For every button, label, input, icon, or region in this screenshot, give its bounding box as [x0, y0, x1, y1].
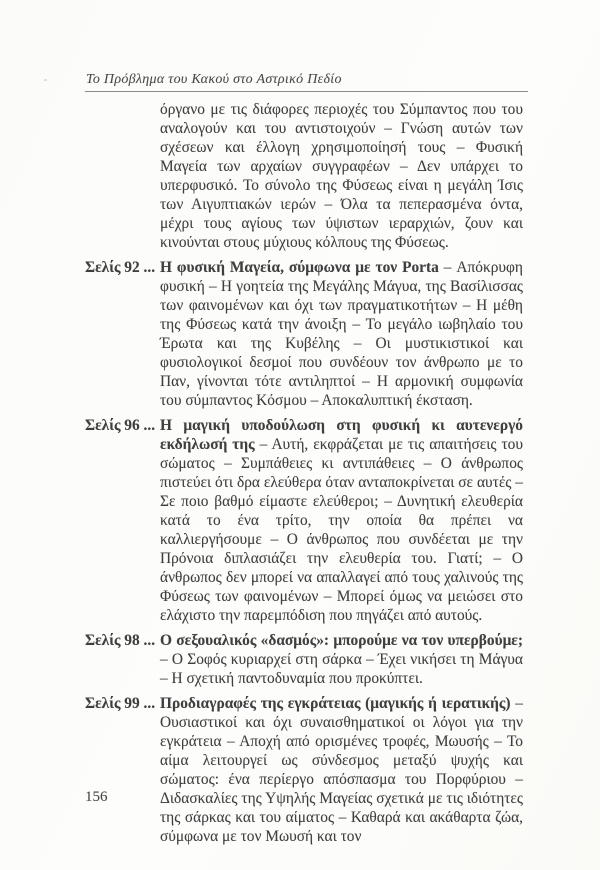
entry-body: – Ουσιαστικοί και όχι συναισθηματικοί οι λόγοι για την εγκράτεια – Αποχή από ορισμένες τροφές, Μωυσής – Το αίμα λειτουργεί ως σύνδεσμος μεταξύ ψυχής και σώματος: ένα περίεργο απόσπασμα του Πορφύριου – Διδασκαλίες της Υψηλής Μαγείας σχετικά με τις ιδιότητες της σάρκας και του αίματος – Καθαρά και ακάθαρτα ζώα, σύμφωνα με τον Μωυσή και τον: [160, 695, 523, 845]
entry-body: – Αυτή, εκφράζεται με τις απαιτήσεις του σώματος – Συμπάθειες κι αντιπάθειες – Ο άνθρωπος πιστεύει ότι δρα ελεύθερα όταν ανταποκρίνεται σε αυτές – Σε ποιο βαθμό είμαστε ελεύθεροι; – Δυνητική ελευθερία κατά το ένα τρίτο, την οποία θα πρέπει να καλλιεργήσουμε – Ο άνθρωπος που συνδέεται με την Πρόνοια διπλασιάζει την ελευθερία του. Γιατί; – Ο άνθρωπος δεν μπορεί να απαλλαγεί από τους χαλινούς της Φύσεως των φαινομένων – Μπορεί όμως να μειώσει στο ελάχιστο την παρεμπόδιση που πηγάζει από αυτούς.: [160, 436, 523, 624]
header-rule: [85, 91, 528, 92]
entry-page-label: Σελίς 99 ...: [85, 695, 156, 712]
toc-entry-page-99: [85, 694, 523, 846]
entry-title: Η μαγική υποδούλωση στη φυσική κι αυτενεργό εκδήλωσή της: [160, 417, 523, 453]
entry-page-label: Σελίς 92 ...: [85, 259, 156, 276]
entry-title: Η φυσική Μαγεία, σύμφωνα με τον Porta: [160, 259, 439, 276]
entry-title: Προδιαγραφές της εγκράτειας (μαγικής ή ιερατικής): [160, 695, 511, 712]
continuation-paragraph: όργανο με τις διάφορες περιοχές του Σύμπαντος που του αναλογούν και του αντιστοιχούν – Γνώση αυτών των σχέσεων και έλλογη χρησιμοποίησή τους – Φυσική Μαγεία των αρχαίων συγγραφέων – Δεν υπάρχει το υπερφυσικό. Το σύνολο της Φύσεως είναι η μεγάλη Ίσις των Αιγυπτιακών ιερών – Όλα τα πεπερασμένα όντα, μέχρι τους αγίους των ύψιστων ιεραρχιών, ζουν και κινούνται στους μύχιους κόλπους της Φύσεως.: [160, 101, 523, 251]
entry-body: – Ο Σοφός κυριαρχεί στη σάρκα – Έχει νικήσει τη Μάγυα – Η σχετική παντοδυναμία που προκύπτει.: [160, 651, 523, 687]
entry-page-label: Σελίς 96 ...: [85, 417, 156, 434]
entry-title: Ο σεξουαλικός «δασμός»: μπορούμε να τον υπερβούμε;: [160, 632, 523, 649]
scan-speck: [44, 79, 47, 81]
entry-body: – Απόκρυφη φυσική – Η γοητεία της Μεγάλης Μάγυα, της Βασίλισσας των φαινομένων και όχι των πραγματικοτήτων – Η μέθη της Φύσεως κατά την άνοιξη – Το μεγάλο ιωβηλαίο του Έρωτα και της Κυβέλης – Οι μυστικιστικοί και φυσιολογικοί δεσμοί που συνδέουν τον άνθρωπο με το Παν, γίνονται τότε αντιληπτοί – Η αρμονική συμφωνία του σύμπαντος Κόσμου – Αποκαλυπτική έκσταση.: [160, 259, 523, 409]
page-content: [85, 100, 523, 846]
toc-entry-page-92: [85, 258, 523, 410]
toc-entry-page-98: [85, 631, 523, 688]
running-header: Το Πρόβλημα του Κακού στο Αστρικό Πεδίο: [86, 72, 342, 87]
toc-entry-page-96: [85, 416, 523, 625]
entry-page-label: Σελίς 98 ...: [85, 632, 156, 649]
page-number: 156: [85, 789, 108, 805]
